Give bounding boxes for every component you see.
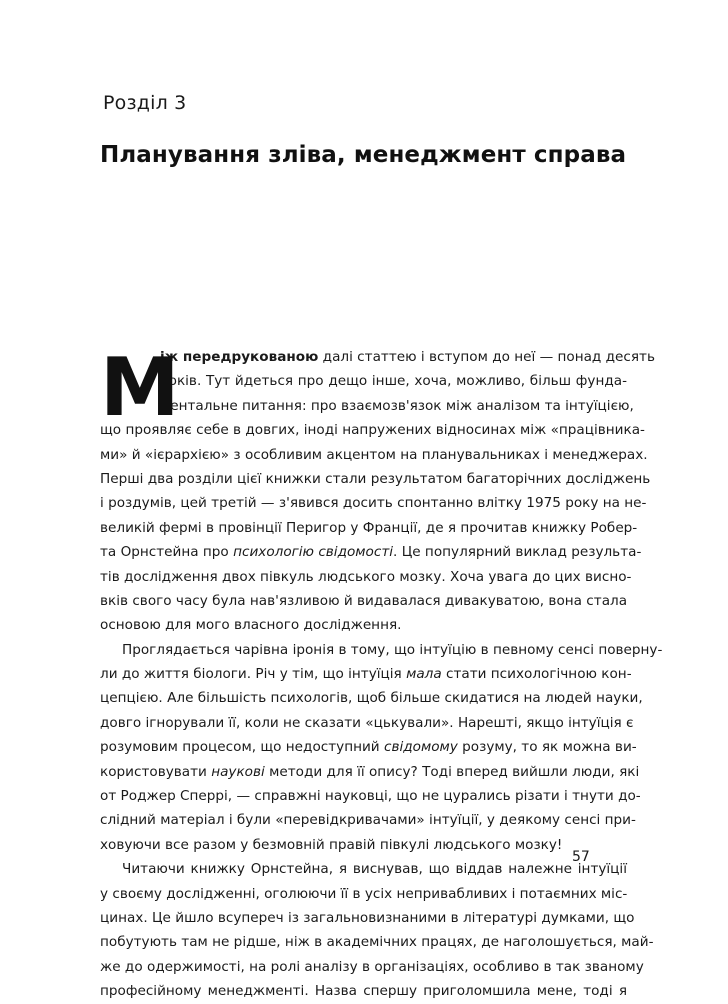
text-line: ментальне питання: про взаємозв'язок між аналізом та інтуїцією, [160, 397, 634, 414]
text-fragment: та Орнстейна про [100, 544, 234, 561]
text-line: слідний матеріал і були «перевідкривачами» інтуїції, у деякому сенсі при- [100, 812, 636, 829]
text-line [100, 735, 637, 759]
text-line: вків свого часу була нав'язливою й видавалася дивакуватою, вона стала [100, 592, 628, 609]
emphasis-text: мала [406, 666, 442, 683]
emphasis-text: наукові [211, 763, 265, 780]
text-line [100, 760, 640, 784]
text-line [100, 540, 642, 564]
page-number: 57 [572, 849, 590, 865]
text-line [100, 662, 632, 686]
text-line: великій фермі в провінції Перигор у Франції, де я прочитав книжку Робер- [100, 519, 638, 536]
text-fragment: далі статтею і вступом до неї — понад десять [322, 349, 655, 365]
text-fragment: розумовим процесом, що недоступний [100, 739, 384, 756]
text-line: Проглядається чарівна іронія в тому, що інтуїцію в певному сенсі поверну- [122, 641, 663, 658]
text-fragment: . Це популярний виклад результа- [393, 544, 642, 561]
text-line: тів дослідження двох півкуль людського мозку. Хоча увага до цих висно- [100, 568, 632, 585]
text-fragment: користовувати [100, 763, 212, 780]
text-line: довго ігнорували її, коли не сказати «цькували». Нарешті, якщо інтуїція є [100, 714, 634, 731]
text-line: у своєму дослідженні, оголюючи її в усіх непривабливих і потаємних міс- [100, 885, 628, 902]
text-fragment: стати психологічною кон- [441, 666, 632, 683]
text-fragment: розуму, то як можна ви- [457, 739, 637, 756]
chapter-label: Розділ 3 [103, 92, 187, 114]
text-line: ми» й «ієрархією» з особливим акцентом на планувальниках і менеджерах. [100, 446, 648, 463]
chapter-title: Планування зліва, менеджмент справа [100, 142, 627, 168]
text-line: і роздумів, цей третій — з'явився досить спонтанно влітку 1975 року на не- [100, 495, 647, 512]
text-line: же до одержимості, на ролі аналізу в організаціях, особливо в так званому [100, 958, 644, 975]
text-fragment: ли до життя біологи. Річ у тім, що інтуїція [100, 666, 407, 683]
text-line: побутують там не рідше, ніж в академічних працях, де наголошується, май- [100, 934, 654, 951]
text-line: що проявляє себе в довгих, іноді напружених відносинах між «працівника- [100, 422, 645, 439]
text-line: основою для мого власного дослідження. [100, 617, 402, 634]
text-fragment: методи для її опису? Тоді вперед вийшли люди, які [264, 763, 640, 780]
lead-in-text: іж передрукованою [160, 349, 319, 365]
text-line: років. Тут йдеться про дещо інше, хоча, можливо, більш фунда- [160, 373, 627, 390]
drop-cap: М [100, 341, 180, 434]
text-line: Перші два розділи цієї книжки стали результатом багаторічних досліджень [100, 470, 651, 487]
text-line: цепцією. Але більшість психологів, щоб більше скидатися на людей науки, [100, 690, 643, 707]
body-text [100, 341, 663, 1004]
text-line: професійному менеджменті. Назва спершу приголомшила мене, тоді я [100, 983, 627, 1000]
text-line: Читаючи книжку Орнстейна, я виснував, що віддав належне інтуїції [122, 861, 627, 878]
emphasis-text: свідомому [383, 739, 458, 756]
emphasis-text: психологію свідомості [233, 544, 394, 561]
text-line: цинах. Це йшло всупереч із загальновизнаними в літературі думками, що [100, 909, 635, 926]
text-line: ховуючи все разом у безмовній правій півкулі людського мозку! [100, 836, 563, 853]
text-line: от Роджер Сперрі, — справжні науковці, що не цурались різати і тнути до- [100, 788, 641, 805]
